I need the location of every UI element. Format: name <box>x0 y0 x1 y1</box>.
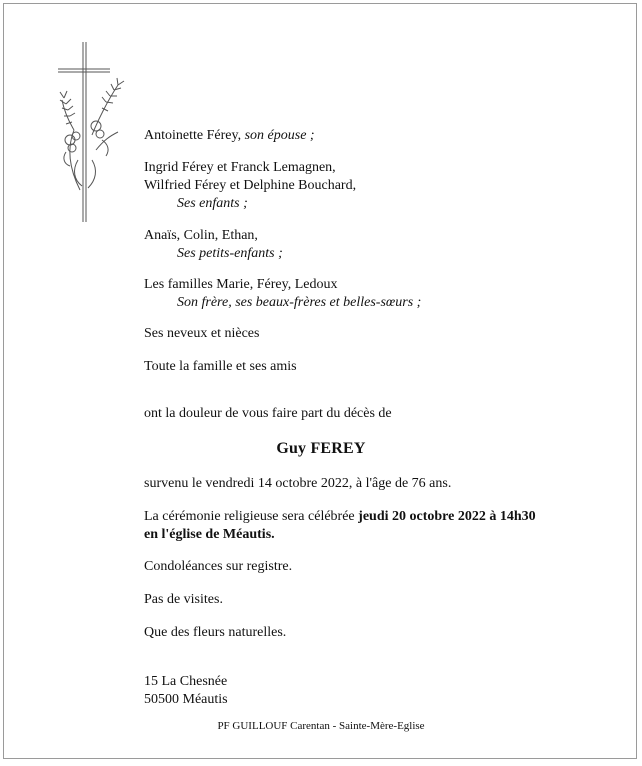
ceremony-line-1 <box>144 508 536 526</box>
condolences-line: Condoléances sur registre. <box>144 559 293 574</box>
children-line-1: Ingrid Férey et Franck Lemagnen, <box>144 160 336 175</box>
wife-line <box>144 127 315 145</box>
death-line: survenu le vendredi 14 octobre 2022, à l'âge de 76 ans. <box>144 476 452 491</box>
grandchildren-line: Anaïs, Colin, Ethan, <box>144 228 258 243</box>
cross-with-wheat-icon <box>52 40 132 225</box>
flowers-line: Que des fleurs naturelles. <box>144 625 287 640</box>
ceremony-date: jeudi 20 octobre 2022 à 14h30 <box>358 509 536 524</box>
ceremony-place: en l'église de Méautis. <box>144 527 275 542</box>
children-line-2: Wilfried Férey et Delphine Bouchard, <box>144 178 357 193</box>
all-family-line: Toute la famille et ses amis <box>144 359 297 374</box>
wife-name: Antoinette Férey, <box>144 128 242 143</box>
families-role: Son frère, ses beaux-frères et belles-sœurs ; <box>177 295 422 310</box>
wife-role: son épouse ; <box>244 128 315 143</box>
ceremony-text: La cérémonie religieuse sera célébrée <box>144 509 355 524</box>
visits-line: Pas de visites. <box>144 592 223 607</box>
announcement-intro: ont la douleur de vous faire part du décès de <box>144 406 392 421</box>
funeral-home-footer: PF GUILLOUF Carentan - Sainte-Mère-Eglise <box>217 720 425 732</box>
deceased-name: Guy FEREY <box>276 440 366 457</box>
families-line: Les familles Marie, Férey, Ledoux <box>144 277 338 292</box>
grandchildren-role: Ses petits-enfants ; <box>177 246 283 261</box>
children-role: Ses enfants ; <box>177 196 248 211</box>
address-line-2: 50500 Méautis <box>144 692 228 707</box>
nephews-line: Ses neveux et nièces <box>144 326 260 341</box>
address-line-1: 15 La Chesnée <box>144 674 228 689</box>
